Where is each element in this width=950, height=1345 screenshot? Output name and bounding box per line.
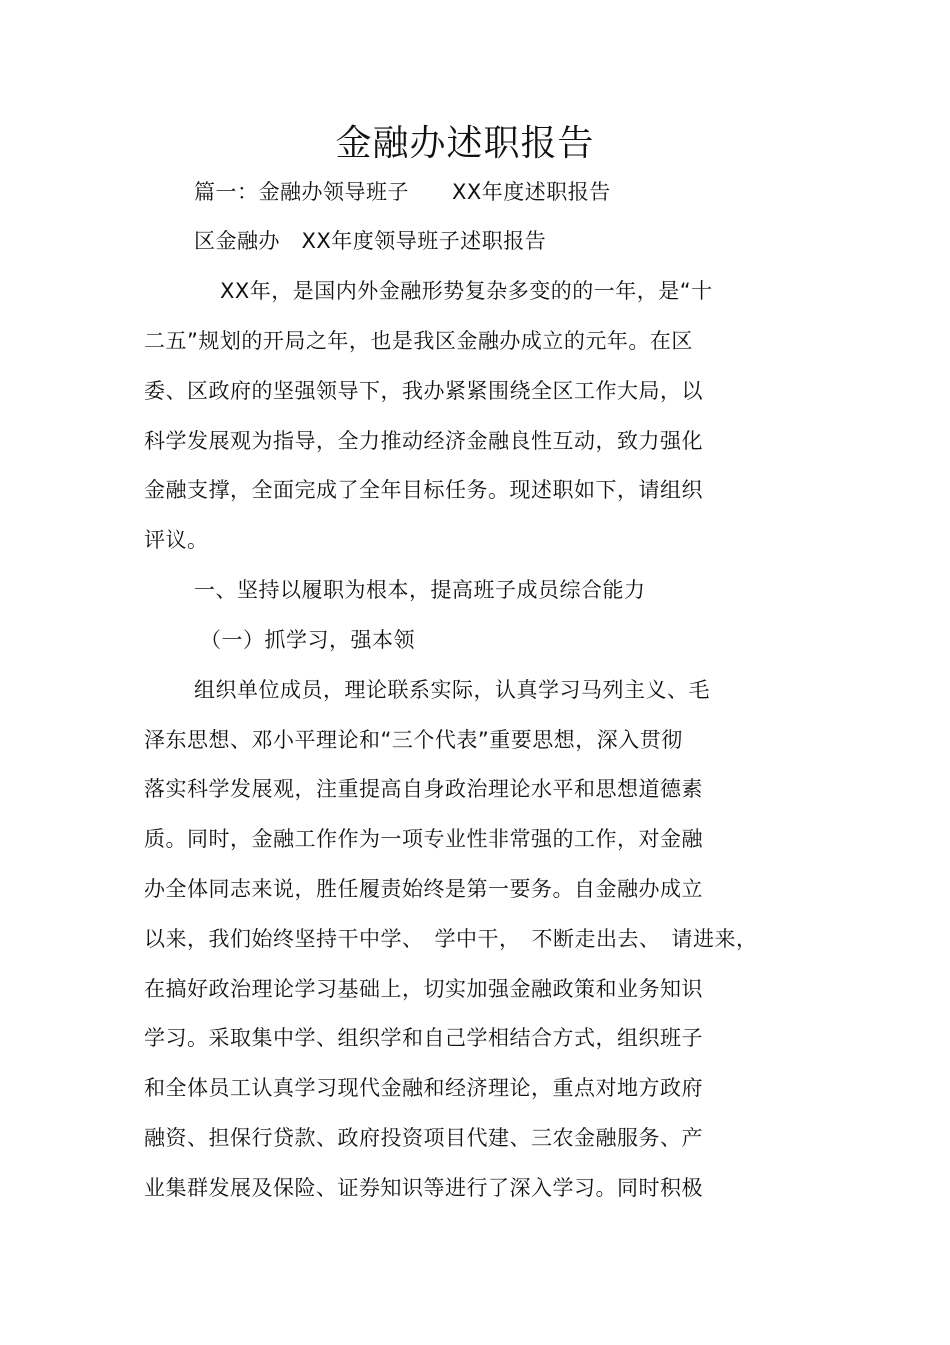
section-heading: 一、坚持以履职为根本，提高班子成员综合能力 — [194, 578, 646, 602]
paragraph-line: 评议。 — [144, 528, 209, 552]
paragraph-line: 区金融办 XX年度领导班子述职报告 — [194, 229, 547, 253]
document-title: 金融办述职报告 — [335, 123, 595, 164]
subsection-heading: （一）抓学习，强本领 — [200, 628, 415, 652]
paragraph-line: 质。同时，金融工作作为一项专业性非常强的工作，对金融 — [144, 827, 703, 851]
paragraph-line: 以来，我们始终坚持干中学、 学中干， 不断走出去、 请进来， — [144, 927, 758, 951]
paragraph-line: XX年，是国内外金融形势复杂多变的的一年，是“十 — [220, 279, 713, 303]
paragraph-line: 办全体同志来说，胜任履责始终是第一要务。自金融办成立 — [144, 877, 703, 901]
paragraph-line: 学习。采取集中学、组织学和自己学相结合方式，组织班子 — [144, 1026, 703, 1050]
paragraph-line: 委、区政府的坚强领导下，我办紧紧围绕全区工作大局，以 — [144, 379, 703, 403]
paragraph-line: 泽东思想、邓小平理论和“三个代表”重要思想，深入贯彻 — [144, 728, 683, 752]
paragraph-line: 二五”规划的开局之年，也是我区金融办成立的元年。在区 — [144, 329, 693, 353]
paragraph-line: 科学发展观为指导，全力推动经济金融良性互动，致力强化 — [144, 429, 703, 453]
paragraph-line: 融资、担保行贷款、政府投资项目代建、三农金融服务、产 — [144, 1126, 703, 1150]
paragraph-line: 和全体员工认真学习现代金融和经济理论，重点对地方政府 — [144, 1076, 703, 1100]
paragraph-line: 篇一：金融办领导班子 XX年度述职报告 — [194, 180, 611, 204]
paragraph-line: 业集群发展及保险、证券知识等进行了深入学习。同时积极 — [144, 1176, 703, 1200]
paragraph-line: 在搞好政治理论学习基础上，切实加强金融政策和业务知识 — [144, 977, 703, 1001]
paragraph-line: 落实科学发展观，注重提高自身政治理论水平和思想道德素 — [144, 777, 703, 801]
paragraph-line: 组织单位成员，理论联系实际，认真学习马列主义、毛 — [194, 678, 710, 702]
paragraph-line: 金融支撑，全面完成了全年目标任务。现述职如下，请组织 — [144, 478, 703, 502]
